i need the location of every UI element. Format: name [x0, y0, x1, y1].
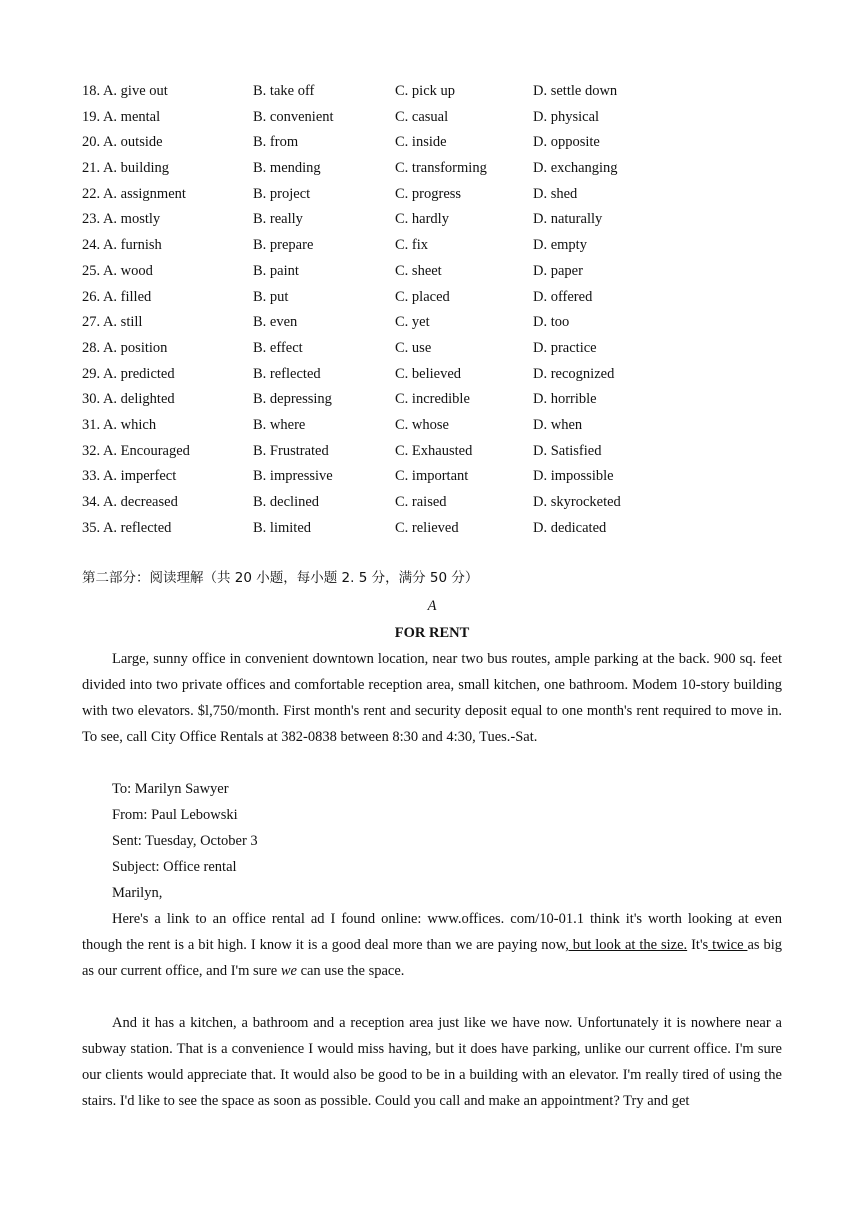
section-heading: 第二部分：阅读理解（共 20 小题，每小题 2. 5 分，满分 50 分） [82, 570, 479, 587]
option-b: B. mending [253, 160, 321, 177]
option-c: C. believed [395, 365, 462, 382]
option-c: C. transforming [395, 160, 487, 177]
email-sent: Sent: Tuesday, October 3 [112, 833, 258, 850]
option-a: 32. A. Encouraged [82, 442, 190, 459]
rental-ad-paragraph: Large, sunny office in convenient downtown location, near two bus routes, ample parking at the back. 900 sq. feet divided into two private offices and comfortable reception area, small kitchen, one bathroom. Modem 10-story building with two elevators. $l,750/month. First month's rent and security deposit equal to one month's rent required to move in. To see, call City Office Rentals at 382-0838 between 8:30 and 4:30, Tues.-Sat. [82, 651, 782, 746]
option-b: B. project [253, 185, 311, 202]
option-b: B. from [253, 134, 299, 151]
option-c: C. incredible [395, 391, 470, 408]
option-b: B. declined [253, 494, 320, 510]
option-c: C. relieved [395, 519, 459, 536]
option-c: C. fix [395, 237, 429, 254]
option-a: 19. A. mental [82, 108, 161, 125]
option-c: C. progress [395, 185, 462, 202]
question-row [82, 414, 782, 440]
option-a: 21. A. building [82, 160, 170, 177]
email-subject: Subject: Office rental [112, 859, 237, 876]
passage-title: FOR RENT [394, 625, 470, 642]
email-paragraph-1 [82, 906, 782, 984]
question-row [82, 286, 782, 312]
option-c: C. inside [395, 134, 447, 151]
option-a: 34. A. decreased [82, 494, 178, 510]
email-paragraph-2: And it has a kitchen, a bathroom and a reception area just like we have now. Unfortunately it is nowhere near a subway station. That is a convenience I would miss having, but it does have parking, unlike our current office. I'm sure our clients would appreciate that. It would also be good to be in a building with an elevator. I'm really tired of using the stairs. I'd like to see the space as soon as possible. Could you call and make an appointment? Try and get [82, 1015, 782, 1110]
email-p1-emphasis: we [280, 963, 297, 980]
option-c: C. casual [395, 108, 449, 125]
question-row [82, 311, 782, 337]
option-a: 29. A. predicted [82, 365, 175, 382]
option-d: D. dedicated [533, 519, 607, 536]
option-d: D. too [533, 314, 570, 331]
option-a: 35. A. reflected [82, 519, 172, 536]
option-d: D. recognized [533, 365, 615, 382]
option-b: B. where [253, 416, 306, 433]
email-p1-underlined-2: twice [708, 937, 748, 954]
option-b: B. limited [253, 519, 311, 536]
email-p1-text-c: as big as our current office, and I'm sure [82, 937, 783, 980]
email-p1-text-d: can use the space. [296, 963, 405, 980]
option-a: 28. A. position [82, 339, 168, 356]
option-a: 26. A. filled [82, 288, 152, 305]
option-c: C. pick up [395, 83, 456, 99]
option-b: B. paint [253, 262, 299, 279]
email-p1-text-b: It's [687, 937, 709, 954]
option-c: C. important [395, 468, 469, 485]
paragraph-gap [82, 984, 782, 1010]
question-row [82, 157, 782, 183]
option-d: D. shed [533, 185, 578, 202]
option-d: D. skyrocketed [533, 494, 621, 510]
option-b: B. effect [253, 339, 303, 356]
option-d: D. offered [533, 288, 593, 305]
option-c: C. placed [395, 288, 450, 305]
option-a: 24. A. furnish [82, 237, 162, 254]
answer-options-grid [82, 80, 782, 542]
option-c: C. hardly [395, 211, 449, 228]
question-row [82, 517, 782, 543]
option-d: D. physical [533, 108, 600, 125]
option-d: D. empty [533, 237, 587, 254]
option-c: C. sheet [395, 262, 442, 279]
question-row [82, 234, 782, 260]
question-row [82, 465, 782, 491]
option-d: D. horrible [533, 391, 597, 408]
email-greeting: Marilyn, [112, 885, 163, 902]
option-c: C. raised [395, 494, 447, 510]
option-d: D. practice [533, 339, 597, 356]
option-b: B. reflected [253, 365, 321, 382]
question-row [82, 337, 782, 363]
question-row [82, 106, 782, 132]
question-row [82, 183, 782, 209]
email-from: From: Paul Lebowski [112, 807, 238, 824]
option-c: C. Exhausted [395, 442, 473, 459]
option-a: 31. A. which [82, 416, 157, 433]
question-row [82, 388, 782, 414]
question-row [82, 440, 782, 466]
email-p1-text-a: Here's a link to an office rental ad I found online: www.offices. com/10-01.1 think it's worth looking at even though the rent is a bit high. I know it is a good deal more than we are paying now [82, 911, 782, 954]
option-a: 23. A. mostly [82, 211, 161, 228]
question-row [82, 131, 782, 157]
option-b: B. take off [253, 83, 315, 99]
passage-letter: A [427, 598, 437, 615]
option-d: D. paper [533, 262, 583, 279]
email-to: To: Marilyn Sawyer [112, 781, 229, 798]
option-b: B. depressing [253, 391, 332, 408]
option-b: B. Frustrated [253, 442, 329, 459]
option-b: B. impressive [253, 468, 333, 485]
option-b: B. put [253, 288, 289, 305]
option-c: C. yet [395, 314, 430, 331]
question-row [82, 208, 782, 234]
option-d: D. settle down [533, 83, 618, 99]
option-b: B. convenient [253, 108, 334, 125]
option-a: 22. A. assignment [82, 185, 186, 202]
option-d: D. opposite [533, 134, 600, 151]
document-page [82, 80, 782, 1114]
option-b: B. prepare [253, 237, 314, 254]
question-row [82, 80, 782, 106]
option-d: D. naturally [533, 211, 603, 228]
option-a: 30. A. delighted [82, 391, 175, 408]
option-d: D. Satisfied [533, 442, 602, 459]
email-header [82, 776, 782, 906]
option-b: B. really [253, 211, 303, 228]
option-a: 20. A. outside [82, 134, 163, 151]
option-c: C. whose [395, 416, 449, 433]
option-a: 18. A. give out [82, 83, 168, 99]
option-a: 33. A. imperfect [82, 468, 177, 485]
email-p1-underlined-1: , but look at the size. [565, 937, 688, 954]
option-b: B. even [253, 314, 298, 331]
question-row [82, 491, 782, 517]
question-row [82, 260, 782, 286]
option-c: C. use [395, 339, 432, 356]
option-d: D. exchanging [533, 160, 618, 177]
option-d: D. when [533, 416, 583, 433]
question-row [82, 363, 782, 389]
option-a: 27. A. still [82, 314, 143, 331]
option-a: 25. A. wood [82, 262, 153, 279]
option-d: D. impossible [533, 468, 614, 485]
